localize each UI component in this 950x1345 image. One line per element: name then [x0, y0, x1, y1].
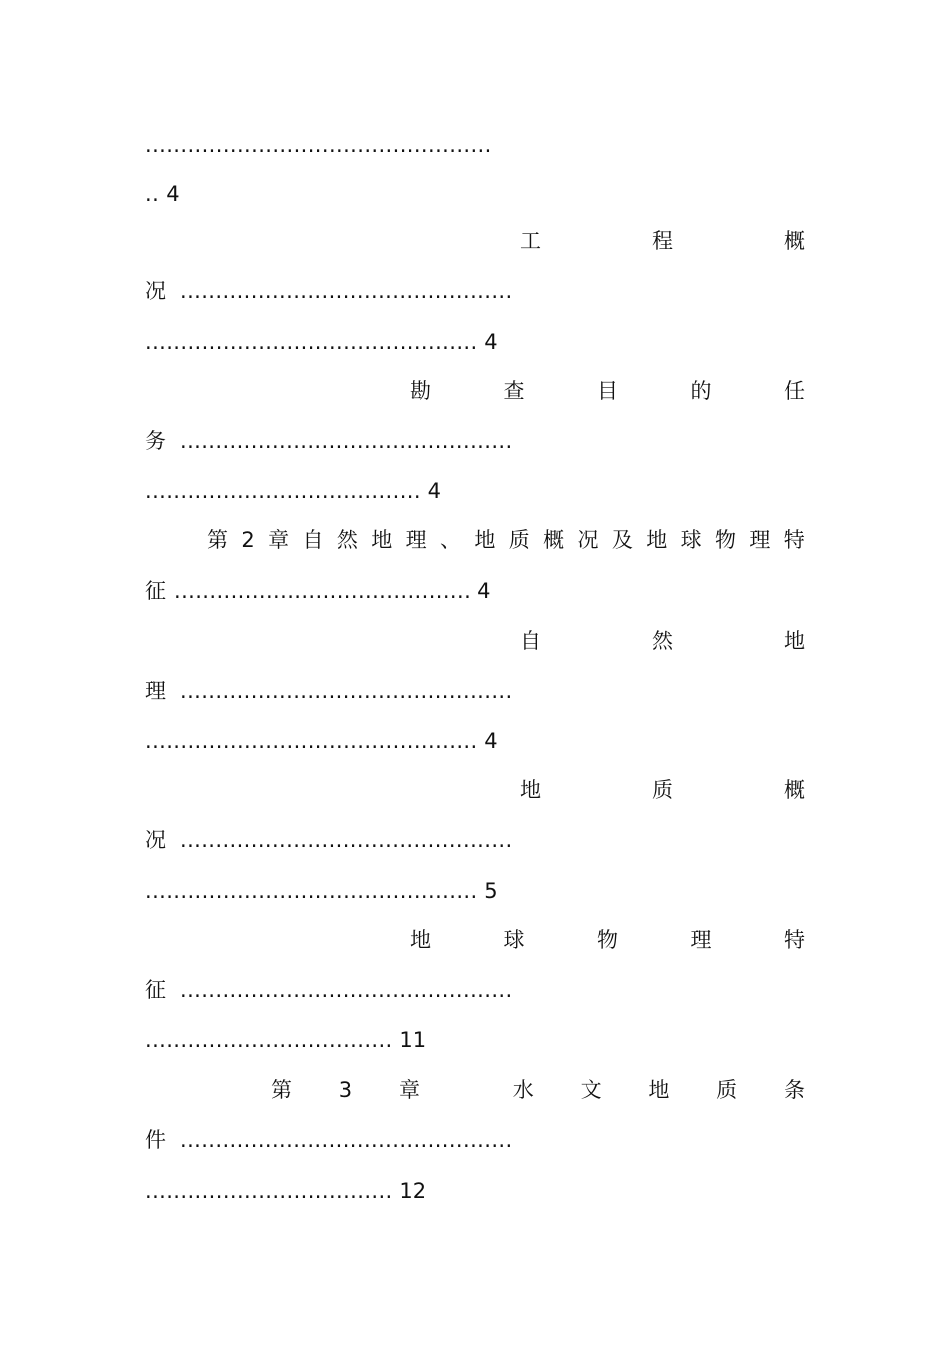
- toc-dots: ...............................................: [180, 429, 513, 453]
- toc-dots: ..........................................: [174, 579, 472, 603]
- toc-tail-char: 件: [145, 1128, 166, 1152]
- toc-page-number: 11: [399, 1028, 427, 1052]
- toc-entry-heading[interactable]: [145, 923, 805, 957]
- toc-char: 地: [646, 528, 668, 552]
- toc-char: 然: [336, 528, 358, 552]
- toc-char: 然: [652, 629, 673, 653]
- toc-char: 2: [241, 528, 255, 552]
- toc-char: 地: [520, 778, 541, 802]
- toc-char: 况: [577, 528, 599, 552]
- toc-char: 的: [690, 379, 712, 403]
- toc-char: 质: [652, 778, 673, 802]
- toc-entry-tail[interactable]: [145, 274, 805, 308]
- toc-chapter-heading[interactable]: [145, 523, 805, 557]
- toc-chapter-heading[interactable]: [145, 1073, 805, 1107]
- toc-char: 章: [398, 1078, 420, 1102]
- toc-dots: ...............................................: [180, 978, 513, 1002]
- toc-dots: ...................................: [145, 1028, 393, 1052]
- toc-char: 特: [783, 528, 805, 552]
- toc-page-number: 4: [477, 579, 491, 603]
- toc-char: 理: [405, 528, 427, 552]
- toc-char: 物: [715, 528, 736, 552]
- toc-char: 及: [611, 528, 633, 552]
- toc-entry-page-line[interactable]: [145, 724, 805, 758]
- toc-tail-char: 务: [145, 429, 166, 453]
- toc-char: 任: [784, 379, 805, 403]
- toc-tail-char: 况: [145, 828, 166, 852]
- toc-char: 自: [302, 528, 324, 552]
- toc-entry-heading[interactable]: [145, 224, 805, 258]
- toc-entry-tail[interactable]: [145, 424, 805, 458]
- toc-entry-tail[interactable]: [145, 674, 805, 708]
- toc-char: 水: [512, 1078, 534, 1102]
- toc-tail-char: 征: [145, 579, 166, 603]
- toc-page-number: 4: [484, 729, 498, 753]
- toc-char: 第: [271, 1078, 292, 1102]
- toc-dots-line: .................................................: [145, 133, 492, 157]
- toc-dots: ...................................: [145, 1179, 393, 1203]
- toc-dots-page-line: .. 4: [145, 182, 180, 206]
- toc-char: 勘: [410, 379, 431, 403]
- toc-char: 查: [503, 379, 525, 403]
- toc-char: 第: [207, 528, 228, 552]
- toc-dots: ...............................................: [180, 1128, 513, 1152]
- toc-char: 自: [520, 629, 541, 653]
- toc-char: 地: [371, 528, 393, 552]
- toc-chapter-tail[interactable]: [145, 1123, 805, 1157]
- toc-dots: ...............................................: [145, 879, 478, 903]
- toc-char: 3: [338, 1078, 353, 1102]
- toc-char: 特: [784, 928, 805, 952]
- toc-char: 地: [410, 928, 431, 952]
- toc-char: 文: [580, 1078, 602, 1102]
- toc-dots: ...............................................: [180, 279, 513, 303]
- toc-char: 工: [520, 229, 541, 253]
- toc-entry-tail[interactable]: [145, 823, 805, 857]
- toc-entry-page-line[interactable]: [145, 325, 805, 359]
- toc-char: 条: [783, 1078, 805, 1102]
- toc-char: 理: [749, 528, 771, 552]
- toc-page-number: 4: [427, 479, 441, 503]
- toc-chapter-page-line[interactable]: [145, 1174, 805, 1208]
- toc-entry-heading[interactable]: [145, 374, 805, 408]
- toc-char: 程: [652, 229, 673, 253]
- toc-char: 质: [716, 1078, 738, 1102]
- toc-entry-heading[interactable]: [145, 624, 805, 658]
- toc-entry-page-line[interactable]: [145, 474, 805, 508]
- toc-char: 球: [680, 528, 702, 552]
- toc-entry-page-line[interactable]: [145, 1023, 805, 1057]
- toc-char: 地: [474, 528, 496, 552]
- toc-dots: ...............................................: [180, 828, 513, 852]
- toc-dots: ...............................................: [145, 330, 478, 354]
- toc-char: 地: [648, 1078, 670, 1102]
- toc-tail-char: 况: [145, 279, 166, 303]
- toc-char: 质: [508, 528, 530, 552]
- toc-char: 球: [503, 928, 525, 952]
- toc-tail-char: 征: [145, 978, 166, 1002]
- toc-page-number: 5: [484, 879, 498, 903]
- toc-entry-tail[interactable]: [145, 973, 805, 1007]
- toc-char: 概: [784, 229, 805, 253]
- toc-chapter-tail[interactable]: [145, 574, 805, 608]
- toc-dots: ...............................................: [145, 729, 478, 753]
- toc-entry-page-line[interactable]: [145, 874, 805, 908]
- toc-char: 章: [268, 528, 290, 552]
- toc-char: 目: [597, 379, 618, 403]
- toc-dots: ...............................................: [180, 679, 513, 703]
- toc-page-number: 4: [484, 330, 498, 354]
- toc-tail-char: 理: [145, 679, 166, 703]
- toc-char: 理: [690, 928, 712, 952]
- toc-char: 概: [784, 778, 805, 802]
- toc-entry-heading[interactable]: [145, 773, 805, 807]
- toc-dots: .......................................: [145, 479, 421, 503]
- toc-page-number: 12: [399, 1179, 427, 1203]
- toc-char: 地: [784, 629, 805, 653]
- toc-char: 物: [597, 928, 618, 952]
- toc-char: 、: [440, 528, 461, 552]
- toc-char: 概: [543, 528, 565, 552]
